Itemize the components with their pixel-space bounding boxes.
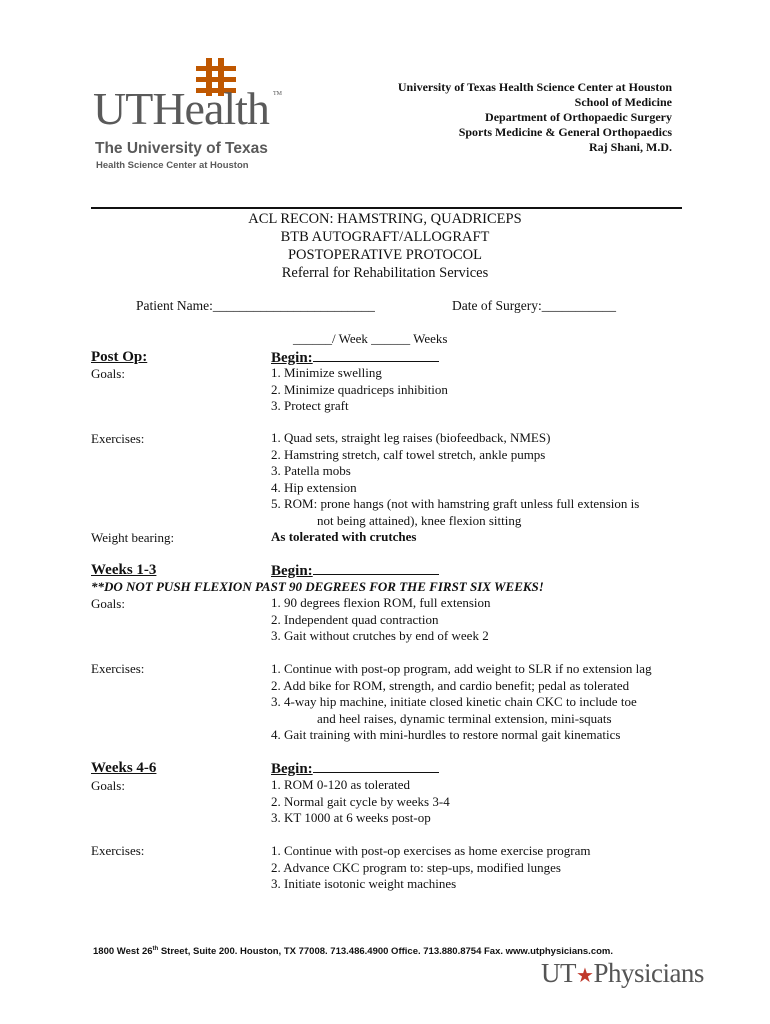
post-op-goals-label: Goals: [91, 366, 125, 381]
document-title [0, 210, 770, 282]
ut-physicians-logo [541, 958, 704, 989]
post-op-heading: Post Op: [91, 349, 148, 365]
trademark-mark: TM [273, 91, 282, 97]
list-item: 3. Protect graft [271, 398, 349, 413]
begin-label: Begin: [271, 563, 313, 579]
list-item: 1. ROM 0-120 as tolerated [271, 777, 411, 792]
weeks-4-6-heading: Weeks 4-6 [91, 760, 157, 776]
post-op-exercises-list [271, 430, 639, 529]
weight-bearing-label: Weight bearing: [91, 530, 175, 545]
weeks-1-3-begin[interactable] [271, 562, 439, 580]
institution-header [398, 80, 672, 155]
begin-blank[interactable] [313, 562, 439, 575]
list-item: 3. Patella mobs [271, 463, 351, 478]
footer-address [93, 946, 613, 957]
footer-address-start: 1800 West 26 [93, 946, 153, 958]
weeks-4-6-exercises-list [271, 843, 591, 893]
weeks-4-6-begin[interactable] [271, 760, 439, 778]
list-item: 3. Initiate isotonic weight machines [271, 876, 457, 891]
title-line: POSTOPERATIVE PROTOCOL [287, 247, 483, 263]
list-item: 1. 90 degrees flexion ROM, full extension [271, 595, 491, 610]
post-op-goals-list [271, 365, 448, 415]
weeks-4-6-goals-label: Goals: [91, 778, 125, 793]
post-op-exercises-label: Exercises: [91, 431, 145, 446]
week-count-field[interactable]: ______/ Week ______ Weeks [293, 331, 448, 346]
list-item: 3. KT 1000 at 6 weeks post-op [271, 810, 431, 825]
list-item: 3. Gait without crutches by end of week 2 [271, 628, 489, 643]
weeks-4-6-exercises-label: Exercises: [91, 843, 145, 858]
list-item-continued: and heel raises, dynamic terminal extension, mini-squats [317, 710, 612, 726]
list-item: 5. ROM: prone hangs (not with hamstring graft unless full extension is [271, 496, 640, 511]
weight-bearing-value: As tolerated with crutches [271, 529, 417, 544]
header-line: University of Texas Health Science Center at Houston [397, 80, 672, 94]
flexion-warning: **DO NOT PUSH FLEXION PAST 90 DEGREES FOR THE FIRST SIX WEEKS! [91, 579, 544, 594]
header-line: Department of Orthopaedic Surgery [485, 110, 672, 124]
weeks-1-3-goals-list [271, 595, 491, 645]
begin-blank[interactable] [313, 760, 439, 773]
star-icon: ★ [576, 965, 594, 987]
title-line: ACL RECON: HAMSTRING, QUADRICEPS [248, 211, 522, 227]
begin-blank[interactable] [313, 349, 439, 362]
uthealth-wordmark: UTHealth [93, 83, 269, 134]
list-item: 1. Quad sets, straight leg raises (biofeedback, NMES) [271, 430, 551, 445]
list-item: 2. Advance CKC program to: step-ups, modified lunges [271, 859, 561, 875]
list-item: 1. Minimize swelling [271, 365, 382, 380]
weeks-1-3-exercises-label: Exercises: [91, 661, 145, 676]
list-item: 4. Hip extension [271, 479, 357, 495]
footer-ordinal: th [152, 946, 159, 952]
header-line: School of Medicine [574, 95, 672, 109]
title-line: BTB AUTOGRAFT/ALLOGRAFT [280, 229, 490, 245]
logo-physicians-text: Physicians [593, 958, 704, 988]
logo-center-line: Health Science Center at Houston [96, 160, 249, 171]
list-item: 2. Hamstring stretch, calf towel stretch, ankle pumps [271, 446, 546, 462]
header-line: Raj Shani, M.D. [588, 140, 672, 154]
weeks-1-3-heading: Weeks 1-3 [91, 562, 157, 578]
logo-ut-text: UT [541, 958, 576, 988]
footer-address-rest: Street, Suite 200. Houston, TX 77008. 713.486.4900 Office. 713.880.8754 Fax. www.utphysicians.com. [158, 946, 613, 958]
list-item: 2. Add bike for ROM, strength, and cardio benefit; pedal as tolerated [271, 677, 630, 693]
begin-label: Begin: [271, 761, 313, 777]
title-line: Referral for Rehabilitation Services [281, 265, 489, 281]
date-of-surgery-field[interactable]: Date of Surgery:___________ [452, 298, 616, 313]
list-item: 3. 4-way hip machine, initiate closed kinetic chain CKC to include toe [271, 694, 637, 709]
list-item: 1. Continue with post-op program, add weight to SLR if no extension lag [271, 661, 652, 676]
list-item: 1. Continue with post-op exercises as home exercise program [271, 843, 591, 858]
weeks-4-6-goals-list [271, 777, 450, 827]
begin-label: Begin: [271, 350, 313, 366]
list-item: 4. Gait training with mini-hurdles to restore normal gait kinematics [271, 727, 621, 742]
weeks-1-3-exercises-list [271, 661, 652, 744]
weeks-1-3-goals-label: Goals: [91, 596, 125, 611]
header-divider [91, 207, 682, 209]
header-line: Sports Medicine & General Orthopaedics [458, 125, 672, 139]
list-item: 2. Minimize quadriceps inhibition [271, 381, 448, 397]
list-item: 2. Independent quad contraction [271, 611, 439, 627]
list-item-continued: not being attained), knee flexion sitting [317, 512, 522, 528]
list-item: 2. Normal gait cycle by weeks 3-4 [271, 793, 450, 809]
patient-name-field[interactable]: Patient Name:________________________ [136, 298, 375, 313]
logo-university-line: The University of Texas [95, 140, 268, 157]
